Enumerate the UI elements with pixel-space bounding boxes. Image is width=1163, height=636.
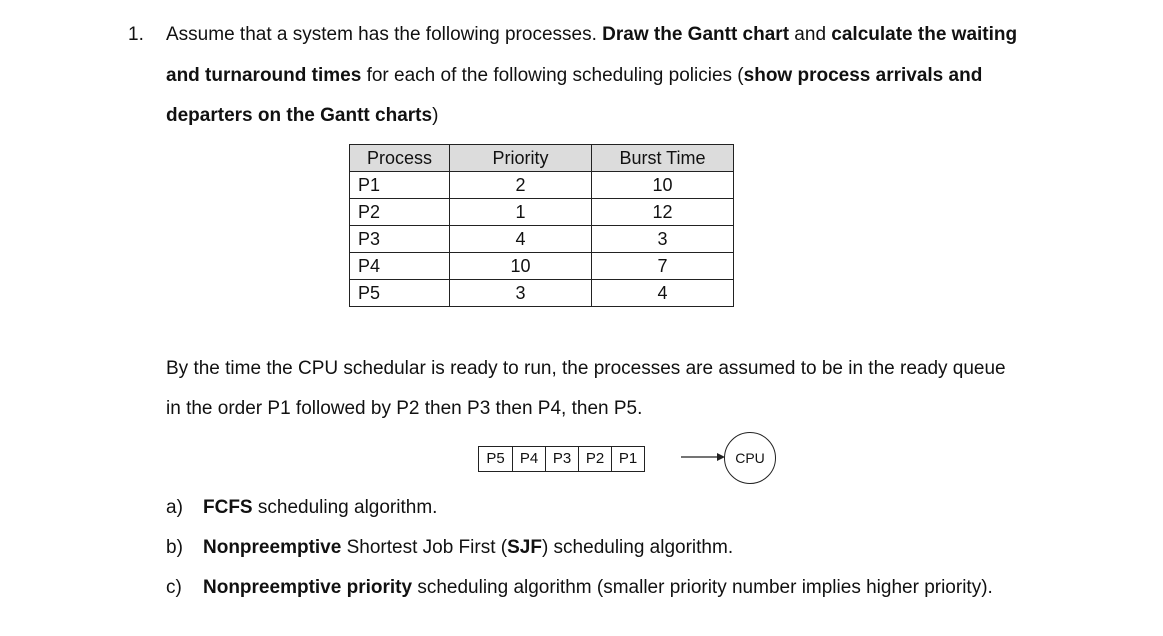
bold-segment: Draw the Gantt chart	[602, 24, 790, 45]
arrow-right-icon	[681, 445, 725, 469]
queue-cell-p4: P4	[512, 447, 545, 471]
table-row	[350, 253, 734, 280]
cell-priority: 2	[450, 172, 592, 199]
paragraph-line-1: By the time the CPU schedular is ready to run, the processes are assumed to be in the ready queue	[166, 358, 1006, 379]
table-row	[350, 172, 734, 199]
question-line-2	[166, 65, 982, 87]
header-priority: Priority	[450, 145, 592, 172]
option-a-text	[203, 497, 437, 519]
option-a-letter: a)	[166, 497, 183, 518]
text-segment: for each of the following scheduling policies (	[361, 65, 744, 86]
cell-priority: 10	[450, 253, 592, 280]
cell-priority: 1	[450, 199, 592, 226]
cell-process: P3	[350, 226, 450, 253]
cell-process: P5	[350, 280, 450, 307]
question-line-3	[166, 105, 438, 127]
bold-segment: Nonpreemptive	[203, 537, 342, 558]
table-row	[350, 280, 734, 307]
cell-burst: 12	[592, 199, 734, 226]
cell-burst: 4	[592, 280, 734, 307]
bold-segment: departers on the Gantt charts	[166, 105, 433, 126]
option-c-letter: c)	[166, 577, 182, 598]
option-b-text	[203, 537, 733, 559]
cell-process: P1	[350, 172, 450, 199]
bold-segment: SJF	[507, 537, 542, 558]
option-c-text	[203, 577, 993, 599]
table-row	[350, 226, 734, 253]
header-process: Process	[350, 145, 450, 172]
bold-segment: and turnaround times	[166, 65, 362, 86]
cell-burst: 10	[592, 172, 734, 199]
text-segment: scheduling algorithm.	[252, 497, 438, 518]
process-table	[349, 144, 734, 307]
queue-cell-p1: P1	[611, 447, 644, 471]
question-line-1	[166, 24, 1017, 46]
option-b-letter: b)	[166, 537, 183, 558]
text-segment: )	[432, 105, 439, 126]
bold-segment: FCFS	[203, 497, 253, 518]
table-header-row	[350, 145, 734, 172]
bold-segment: calculate the waiting	[831, 24, 1018, 45]
cpu-label: CPU	[735, 450, 765, 466]
text-segment: ) scheduling algorithm.	[541, 537, 734, 558]
text-segment: scheduling algorithm (smaller priority number implies higher priority).	[412, 577, 993, 598]
header-burst-time: Burst Time	[592, 145, 734, 172]
text-segment: and	[789, 24, 832, 45]
queue-cell-p2: P2	[578, 447, 611, 471]
cell-priority: 3	[450, 280, 592, 307]
cpu-circle	[724, 432, 776, 484]
text-segment: Assume that a system has the following processes.	[166, 24, 603, 45]
bold-segment: show process arrivals and	[743, 65, 983, 86]
ready-queue	[478, 446, 645, 472]
queue-cell-p3: P3	[545, 447, 578, 471]
bold-segment: Nonpreemptive priority	[203, 577, 413, 598]
cell-priority: 4	[450, 226, 592, 253]
cell-process: P2	[350, 199, 450, 226]
paragraph-line-2: in the order P1 followed by P2 then P3 then P4, then P5.	[166, 398, 643, 419]
queue-cell-p5: P5	[486, 450, 505, 467]
text-segment: Shortest Job First (	[341, 537, 508, 558]
cell-burst: 3	[592, 226, 734, 253]
table-row	[350, 199, 734, 226]
question-number: 1.	[128, 24, 144, 45]
cell-burst: 7	[592, 253, 734, 280]
cell-process: P4	[350, 253, 450, 280]
